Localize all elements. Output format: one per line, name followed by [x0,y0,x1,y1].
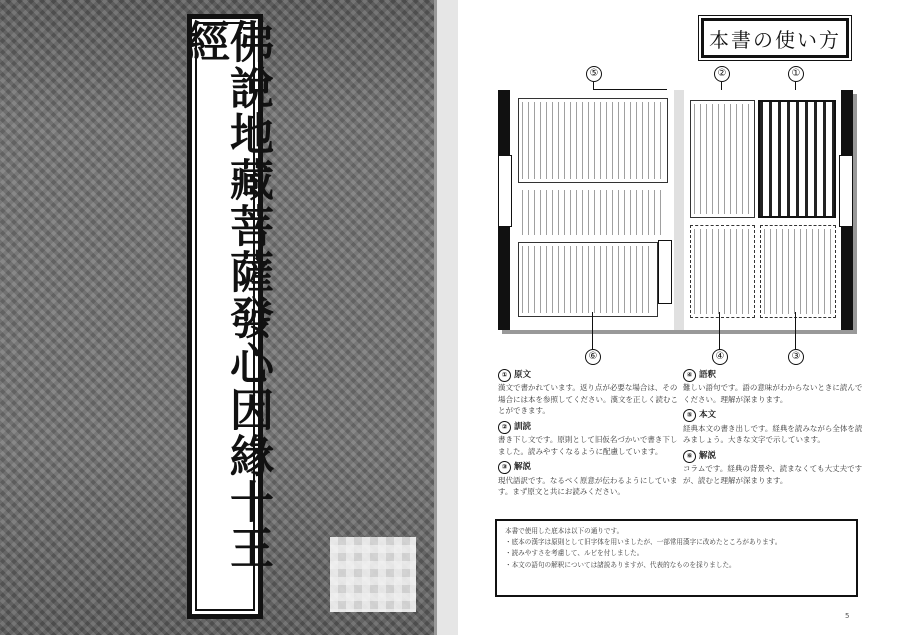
sample-goshaku-lines [694,229,751,314]
sample-column-lines [522,246,654,313]
guide-page [458,0,900,635]
explain-column-right [683,365,865,486]
marker-2: ② [714,66,730,82]
explain-column-left [498,365,680,498]
title-slip [178,14,273,619]
sample-body-lines [522,190,664,235]
marker-1: ① [788,66,804,82]
item-head-1: ① 原文 [498,369,680,382]
sample-kundoku-lines [522,102,664,179]
sample-honbun-block [758,100,836,218]
item-head-4: ④ 語釈 [683,369,865,382]
cover-title: 佛說地藏菩薩發心因緣十王經 [178,19,273,571]
sample-genbun-lines [694,104,751,214]
item-head-6: ⑥ 解説 [683,450,865,463]
notes-box [495,519,858,597]
leader-6 [592,312,593,350]
sample-side-tab-left [658,240,672,304]
item-body-5: 経典本文の書き出しです。経典を読みながら全体を読みましょう。大きな文字で示しています。 [683,423,863,445]
marker-5: ⑤ [586,66,602,82]
note-line: ・底本の漢字は原則として旧字体を用いましたが、一部常用漢字に改めたところがあります。 [505,538,782,547]
item-body-4: 難しい語句です。語の意味がわからないときに読んでください。理解が深まります。 [683,383,863,404]
note-line: ・読みやすさを考慮して、ルビを付しました。 [505,549,644,558]
item-head-2: ② 訓読 [498,421,680,434]
sample-chapter-tab-right [839,155,853,227]
marker-4: ④ [712,349,728,365]
leader-4 [719,312,720,350]
note-line: ・本文の語句の解釈については諸説ありますが、代表的なものを採りました。 [505,560,736,569]
leader-3 [795,312,796,350]
cover-page-edge [434,0,458,635]
sample-kaisetsu-lines [764,229,832,314]
guide-title: 本書の使い方 [701,18,849,58]
item-body-1: 漢文で書かれています。返り点が必要な場合は、その場合には本を参照してください。漢文を正しく読むことができます。 [498,383,678,416]
marker-3: ③ [788,349,804,365]
item-head-3: ③ 解説 [498,461,680,474]
item-body-6: コラムです。経典の背景や、読まなくても大丈夫ですが、読むと理解が深まります。 [683,464,863,485]
item-body-3: 現代語訳です。なるべく原意が伝わるようにしています。まず原文と共にお読みください。 [498,475,678,497]
sample-spread-image [498,90,853,330]
note-line: 本書で使用した底本は以下の通りです。 [505,527,624,535]
page-number: 5 [845,612,850,620]
cover-label-patch [330,537,416,612]
marker-6: ⑥ [585,349,601,365]
item-body-2: 書き下し文です。原則として旧仮名づかいで書き下しました。読みやすくなるように配慮しています。 [498,435,678,456]
sample-chapter-tab-left [498,155,512,227]
sample-gutter [674,90,684,330]
item-head-5: ⑤ 本文 [683,409,865,422]
